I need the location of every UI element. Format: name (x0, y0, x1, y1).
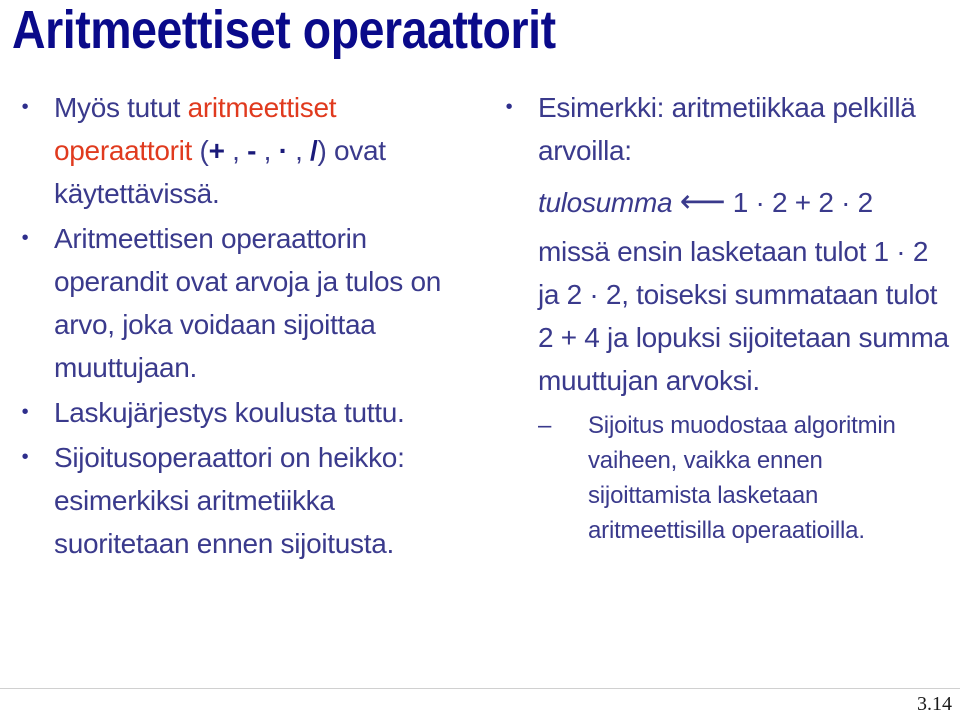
sub-bullet-text: Sijoitus muodostaa algoritmin vaiheen, vaikka ennen sijoittamista lasketaan aritmeettisilla operaatioilla. (588, 412, 896, 544)
bullet-text-post: ) ovat käytettävissä. (54, 135, 386, 209)
slide-title: Aritmeettiset operaattorit (12, 0, 556, 60)
bullet-operands (16, 217, 456, 389)
right-column (500, 86, 950, 548)
bullet-text-pre: Myös tutut (54, 92, 188, 123)
bullet-text: Aritmeettisen operaattorin operandit ovat arvoja ja tulos on arvo, joka voidaan sijoittaa muuttujaan. (54, 223, 442, 383)
bullet-text: Sijoitusoperaattori on heikko: esimerkiksi aritmetiikka suoritetaan ennen sijoitusta. (54, 442, 405, 559)
bullet-dot: • (505, 96, 513, 118)
bullet-example (500, 86, 950, 172)
bullet-dot: • (21, 96, 29, 118)
bullet-precedence (16, 391, 456, 434)
bullet-dot: • (21, 401, 29, 423)
operator-divide: / (310, 135, 318, 166)
operator-multiply: · (278, 135, 288, 166)
sub-bullet-dash: – (538, 412, 552, 439)
operator-minus: - (247, 135, 257, 166)
formula-explanation: missä ensin lasketaan tulot 1 · 2 ja 2 · 2, toiseksi summataan tulot 2 + 4 ja lopuksi sijoitetaan summa muuttujan arvoksi. (538, 236, 949, 396)
formula-variable: tulosumma (538, 187, 673, 218)
sub-bullet-assignment-step (500, 408, 950, 548)
highlight-operators-term: aritmeettiset operaattorit (54, 92, 337, 166)
bullet-operators-available (16, 86, 456, 215)
formula-line (500, 180, 950, 224)
bullet-dot: • (21, 446, 29, 468)
footer-divider (0, 688, 960, 689)
bullet-assignment-weak (16, 436, 456, 565)
bullet-text: Laskujärjestys koulusta tuttu. (54, 397, 405, 428)
separator-1: , (224, 135, 248, 166)
formula-expression: 1 · 2 + 2 · 2 (725, 187, 873, 218)
page-number: 3.14 (917, 693, 952, 715)
separator-3: , (287, 135, 311, 166)
left-column (16, 86, 456, 567)
bullet-text: Esimerkki: aritmetiikkaa pelkillä arvoilla: (538, 92, 916, 166)
assignment-arrow-icon: ⟵ (679, 183, 726, 219)
paren-open: ( (192, 135, 209, 166)
operator-plus: + (208, 135, 225, 166)
separator-2: , (256, 135, 279, 166)
bullet-dot: • (21, 227, 29, 249)
